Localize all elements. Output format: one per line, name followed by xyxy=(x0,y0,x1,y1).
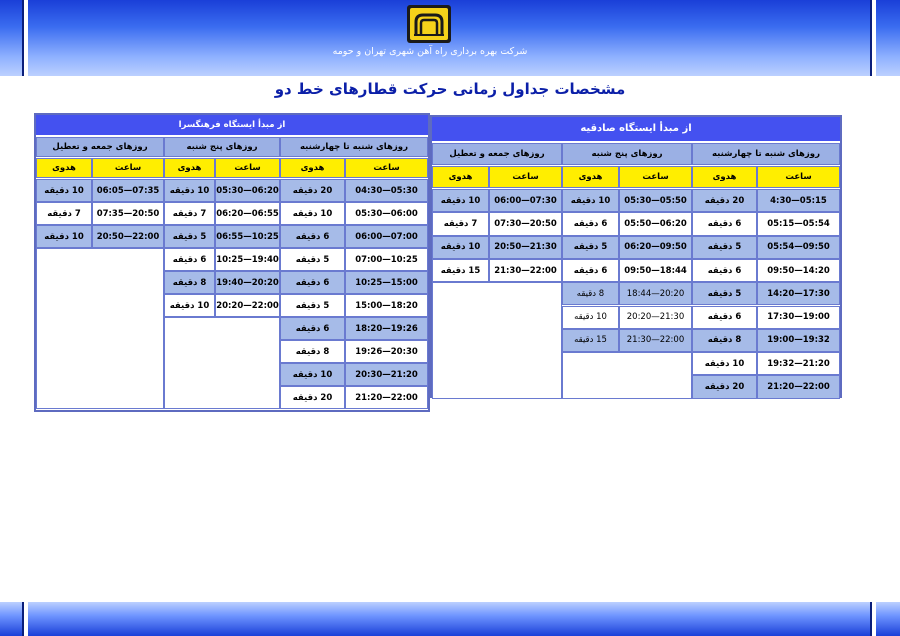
time-cell: 05:50—06:20 xyxy=(619,212,692,235)
headway-cell: 20 دقیقه xyxy=(692,375,757,398)
headway-cell: 5 دقیقه xyxy=(280,294,345,317)
headway-cell: 6 دقیقه xyxy=(692,306,757,329)
time-cell: 20:50—22:00 xyxy=(92,225,164,248)
headway-cell: 7 دقیقه xyxy=(36,202,92,225)
group-header: روزهای شنبه تا چهارشنبه xyxy=(280,137,428,157)
empty-area xyxy=(432,282,562,399)
headway-cell: 10 دقیقه xyxy=(432,236,489,259)
headway-cell: 6 دقیقه xyxy=(280,271,345,294)
time-header: ساعت xyxy=(345,158,428,178)
headway-cell: 6 دقیقه xyxy=(280,225,345,248)
time-cell: 05:30—06:00 xyxy=(345,202,428,225)
headway-cell: 5 دقیقه xyxy=(164,225,215,248)
headway-cell: 6 دقیقه xyxy=(692,212,757,235)
time-cell: 06:20—09:50 xyxy=(619,236,692,259)
time-cell: 21:20—22:00 xyxy=(345,386,428,409)
headway-header: هدوی xyxy=(164,158,215,178)
time-cell: 05:30—05:50 xyxy=(619,189,692,212)
headway-header: هدوی xyxy=(562,166,619,188)
time-cell: 07:35—20:50 xyxy=(92,202,164,225)
time-cell: 10:25—19:40 xyxy=(215,248,280,271)
headway-cell: 7 دقیقه xyxy=(164,202,215,225)
time-header: ساعت xyxy=(757,166,840,188)
headway-header: هدوی xyxy=(36,158,92,178)
headway-cell: 20 دقیقه xyxy=(692,189,757,212)
empty-area xyxy=(562,352,692,399)
headway-cell: 6 دقیقه xyxy=(562,212,619,235)
headway-cell: 20 دقیقه xyxy=(280,179,345,202)
headway-cell: 5 دقیقه xyxy=(280,248,345,271)
headway-header: هدوی xyxy=(692,166,757,188)
headway-cell: 6 دقیقه xyxy=(562,259,619,282)
headway-cell: 5 دقیقه xyxy=(562,236,619,259)
headway-cell: 10 دقیقه xyxy=(164,179,215,202)
farhangsara-timetable xyxy=(34,113,430,412)
headway-header: هدوی xyxy=(432,166,489,188)
headway-cell: 10 دقیقه xyxy=(562,189,619,212)
time-header: ساعت xyxy=(619,166,692,188)
headway-cell: 20 دقیقه xyxy=(280,386,345,409)
table-title: از مبدأ ایستگاه فرهنگسرا xyxy=(36,115,428,135)
time-cell: 14:20—17:30 xyxy=(757,282,840,305)
headway-cell: 10 دقیقه xyxy=(36,225,92,248)
time-cell: 19:00—19:32 xyxy=(757,329,840,352)
time-cell: 21:30—22:00 xyxy=(619,329,692,352)
time-header: ساعت xyxy=(92,158,164,178)
sadeghieh-timetable xyxy=(430,115,842,398)
headway-cell: 5 دقیقه xyxy=(692,236,757,259)
org-name: شرکت بهره برداری راه آهن شهری تهران و حومه xyxy=(332,46,528,57)
time-cell: 17:30—19:00 xyxy=(757,306,840,329)
time-cell: 05:30—06:20 xyxy=(215,179,280,202)
group-header: روزهای جمعه و تعطیل xyxy=(36,137,164,157)
headway-cell: 6 دقیقه xyxy=(692,259,757,282)
group-header: روزهای جمعه و تعطیل xyxy=(432,143,562,165)
headway-cell: 15 دقیقه xyxy=(432,259,489,282)
footer-band xyxy=(0,602,900,636)
headway-cell: 5 دقیقه xyxy=(692,282,757,305)
time-cell: 06:00—07:00 xyxy=(345,225,428,248)
headway-cell: 7 دقیقه xyxy=(432,212,489,235)
headway-header: هدوی xyxy=(280,158,345,178)
headway-cell: 8 دقیقه xyxy=(280,340,345,363)
group-header: روزهای پنج شنبه xyxy=(164,137,280,157)
time-cell: 07:00—10:25 xyxy=(345,248,428,271)
metro-logo xyxy=(407,5,451,43)
time-cell: 06:00—07:30 xyxy=(489,189,562,212)
headway-cell: 8 دقیقه xyxy=(164,271,215,294)
time-cell: 09:50—18:44 xyxy=(619,259,692,282)
time-cell: 19:26—20:30 xyxy=(345,340,428,363)
headway-cell: 8 دقیقه xyxy=(692,329,757,352)
time-cell: 09:50—14:20 xyxy=(757,259,840,282)
time-cell: 06:20—06:55 xyxy=(215,202,280,225)
time-header: ساعت xyxy=(489,166,562,188)
time-cell: 4:30—05:15 xyxy=(757,189,840,212)
group-header: روزهای پنج شنبه xyxy=(562,143,692,165)
headway-cell: 10 دقیقه xyxy=(432,189,489,212)
time-cell: 19:40—20:20 xyxy=(215,271,280,294)
headway-cell: 10 دقیقه xyxy=(562,306,619,329)
page-title: مشخصات جداول زمانی حرکت قطارهای خط دو xyxy=(274,80,626,98)
time-cell: 05:54—09:50 xyxy=(757,236,840,259)
headway-cell: 15 دقیقه xyxy=(562,329,619,352)
time-cell: 18:44—20:20 xyxy=(619,282,692,305)
time-cell: 21:30—22:00 xyxy=(489,259,562,282)
time-cell: 20:20—21:30 xyxy=(619,306,692,329)
time-cell: 04:30—05:30 xyxy=(345,179,428,202)
headway-cell: 6 دقیقه xyxy=(164,248,215,271)
time-cell: 20:20—22:00 xyxy=(215,294,280,317)
headway-cell: 10 دقیقه xyxy=(164,294,215,317)
time-cell: 06:05—07:35 xyxy=(92,179,164,202)
headway-cell: 6 دقیقه xyxy=(280,317,345,340)
time-cell: 07:30—20:50 xyxy=(489,212,562,235)
time-cell: 20:30—21:20 xyxy=(345,363,428,386)
time-cell: 06:55—10:25 xyxy=(215,225,280,248)
time-header: ساعت xyxy=(215,158,280,178)
headway-cell: 10 دقیقه xyxy=(692,352,757,375)
table-title: از مبدأ ایستگاه صادقیه xyxy=(432,117,840,141)
empty-area xyxy=(36,248,164,409)
headway-cell: 8 دقیقه xyxy=(562,282,619,305)
time-cell: 20:50—21:30 xyxy=(489,236,562,259)
headway-cell: 10 دقیقه xyxy=(36,179,92,202)
time-cell: 18:20—19:26 xyxy=(345,317,428,340)
headway-cell: 10 دقیقه xyxy=(280,202,345,225)
time-cell: 10:25—15:00 xyxy=(345,271,428,294)
empty-area xyxy=(164,317,280,409)
headway-cell: 10 دقیقه xyxy=(280,363,345,386)
time-cell: 21:20—22:00 xyxy=(757,375,840,398)
time-cell: 15:00—18:20 xyxy=(345,294,428,317)
time-cell: 05:15—05:54 xyxy=(757,212,840,235)
time-cell: 19:32—21:20 xyxy=(757,352,840,375)
group-header: روزهای شنبه تا چهارشنبه xyxy=(692,143,840,165)
